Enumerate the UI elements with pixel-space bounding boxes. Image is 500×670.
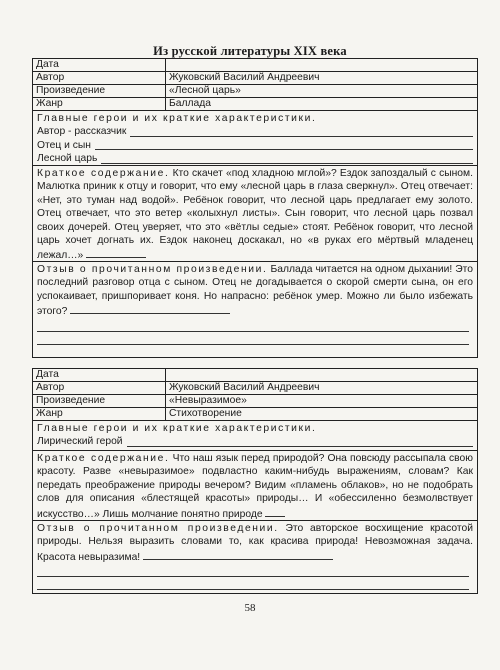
answer-line[interactable] <box>265 506 285 517</box>
row-label: Произведение <box>33 395 166 407</box>
answer-line[interactable] <box>37 564 469 577</box>
row-date <box>33 369 477 382</box>
review-section <box>33 521 477 593</box>
hero-field[interactable] <box>37 152 473 165</box>
answer-line[interactable] <box>86 247 146 258</box>
row-value: Баллада <box>169 98 211 109</box>
row-value: Жуковский Василий Андреевич <box>169 72 320 83</box>
row-value: Жуковский Василий Андреевич <box>169 382 320 393</box>
hero-field[interactable] <box>37 435 473 448</box>
row-label: Дата <box>33 59 166 71</box>
row-genre <box>33 98 477 111</box>
row-label: Произведение <box>33 85 166 97</box>
row-value[interactable] <box>166 369 477 381</box>
row-label: Жанр <box>33 98 166 110</box>
page-number: 58 <box>244 602 256 614</box>
answer-line[interactable] <box>37 332 469 345</box>
reading-card-2 <box>32 368 478 594</box>
reading-card-1 <box>32 58 478 358</box>
heroes-section <box>33 111 477 166</box>
review-text: Это авторское восхищение красотой природы. Нельзя выразить словами то, как красива природа! Невозможная задача. Красота невыразима! <box>37 523 473 563</box>
review-heading: Отзыв о прочитанном произведении. <box>37 264 268 275</box>
summary-text: Кто скачет «под хладною мглой»? Ездок запоздалый с сыном. Малютка приник к отцу и говорит, что ему «лесной царь в глаза сверкнул». Отец отвечает: «Нет, это туман над водой». Ребёнок говорит, что лесной царь предлагает ему золото. Отец отвечает, что это ветер «колыхнул листы». Сын говорит, что лесной царь позвал своих дочерей. Отец уверяет, что это «вётлы седые» стоят. Ребёнок говорит, что лесной царь хочет догнать их. Ездок наконец доскакал, но «в руках его мёртвый младенец лежал…» <box>37 168 473 262</box>
summary-heading: Краткое содержание. <box>37 453 170 464</box>
page-title: Из русской литературы XIX века <box>153 44 347 58</box>
row-value[interactable] <box>166 59 477 71</box>
summary-section <box>33 166 477 262</box>
row-label: Автор <box>33 382 166 394</box>
heroes-heading: Главные герои и их краткие характеристики. <box>37 113 317 124</box>
row-work <box>33 395 477 408</box>
row-genre <box>33 408 477 421</box>
row-author <box>33 382 477 395</box>
row-date <box>33 59 477 72</box>
row-value: «Невыразимое» <box>169 395 247 406</box>
summary-section <box>33 451 477 521</box>
row-label: Автор <box>33 72 166 84</box>
hero-label: Автор - рассказчик <box>37 126 127 138</box>
row-work <box>33 85 477 98</box>
answer-line[interactable] <box>37 319 469 332</box>
review-text: Баллада читается на одном дыхании! Это последний разговор отца с сыном. Отец не догадывается о скорой смерти сына, он его успокаивает, пришпоривает коня. Но напрасно: ребёнок умер. Можно ли было избежать этого? <box>37 264 473 318</box>
review-heading: Отзыв о прочитанном произведении. <box>37 523 279 534</box>
heroes-heading: Главные герои и их краткие характеристики. <box>37 423 317 434</box>
answer-line[interactable] <box>70 303 230 314</box>
row-label: Дата <box>33 369 166 381</box>
hero-field[interactable] <box>37 139 473 152</box>
answer-line[interactable] <box>143 549 333 560</box>
hero-label: Лирический герой <box>37 436 123 448</box>
hero-label: Отец и сын <box>37 139 91 151</box>
answer-line[interactable] <box>37 577 469 590</box>
hero-label: Лесной царь <box>37 153 98 165</box>
row-value: Стихотворение <box>169 408 242 419</box>
row-label: Жанр <box>33 408 166 420</box>
heroes-section <box>33 421 477 451</box>
review-section <box>33 262 477 358</box>
summary-text: Что наш язык перед природой? Она повсюду рассыпала свою красоту. Разве «невыразимое» подвластно каким-нибудь выражениям, словам? Как передать преображение природы вечером? Видим «пламень облаков», но не подобрать слов для описания «блестящей красоты» природы… И «обессиленно безмолвствует искусство…» Лишь молчание понятно природе <box>37 453 473 520</box>
row-author <box>33 72 477 85</box>
summary-heading: Краткое содержание. <box>37 168 170 179</box>
hero-field[interactable] <box>37 125 473 138</box>
row-value: «Лесной царь» <box>169 85 241 96</box>
